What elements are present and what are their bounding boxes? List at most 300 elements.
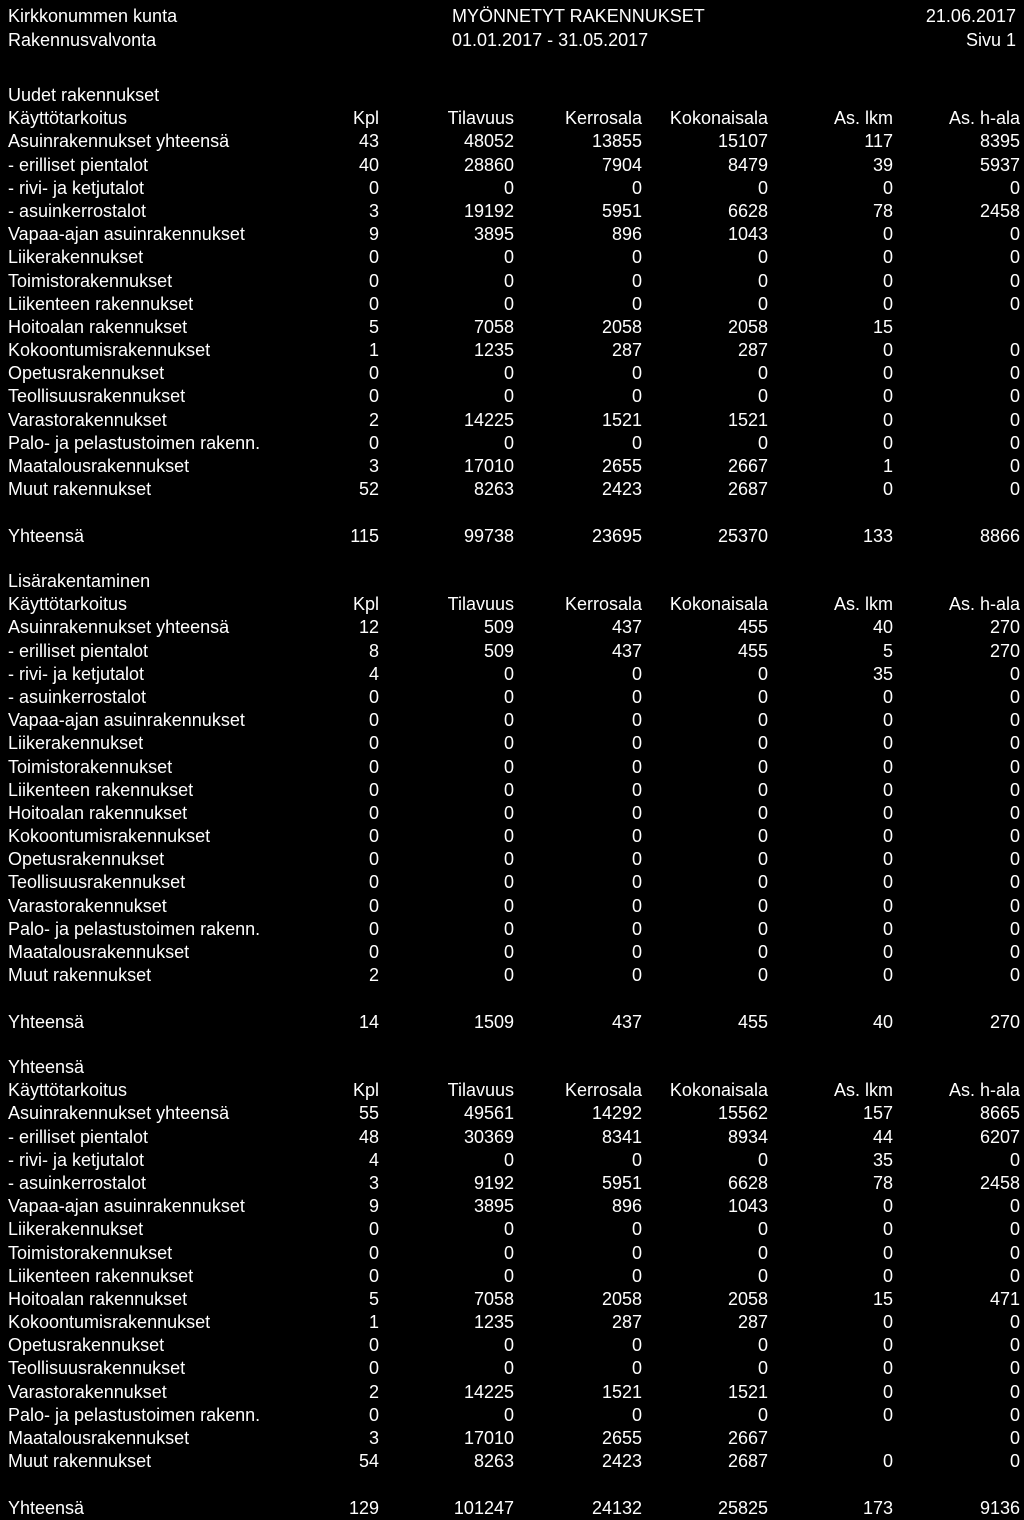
cell-kerrosala: 0 xyxy=(631,1219,642,1240)
cell-kerrosala: 2655 xyxy=(601,456,642,476)
cell-as-h-ala: 0 xyxy=(1009,340,1020,361)
cell-kokonaisala: 2667 xyxy=(727,1428,768,1448)
cell-label: Maatalousrakennukset xyxy=(8,456,190,476)
cell-tilavuus: 0 xyxy=(503,177,514,198)
cell-kokonaisala: 25370 xyxy=(717,525,768,546)
cell-kerrosala: 0 xyxy=(631,733,642,754)
cell-as-lkm: 78 xyxy=(872,200,893,221)
cell-kpl: Kpl xyxy=(352,594,379,615)
cell-tilavuus: 0 xyxy=(503,1404,514,1425)
organization-name: Kirkkonummen kunta xyxy=(8,6,178,26)
cell-tilavuus: 0 xyxy=(503,802,514,823)
cell-label: - rivi- ja ketjutalot xyxy=(8,1149,145,1170)
cell-label: Käyttötarkoitus xyxy=(8,594,128,615)
cell-tilavuus: 14225 xyxy=(463,409,514,430)
table-row xyxy=(0,478,1024,501)
cell-label: Muut rakennukset xyxy=(8,479,152,500)
cell-kerrosala: 2058 xyxy=(601,1288,642,1309)
cell-tilavuus: 0 xyxy=(503,849,514,870)
cell-as-h-ala: 2458 xyxy=(979,200,1020,221)
cell-as-h-ala: 2458 xyxy=(979,1172,1020,1193)
cell-as-lkm: As. lkm xyxy=(833,594,893,615)
table-row xyxy=(0,1450,1024,1473)
table-row xyxy=(0,732,1024,755)
cell-as-h-ala: 8866 xyxy=(979,525,1020,546)
cell-kpl: 4 xyxy=(368,663,379,684)
table-row xyxy=(0,223,1024,246)
cell-as-lkm: 0 xyxy=(882,942,893,962)
total-row xyxy=(0,1011,1024,1034)
table-row xyxy=(0,756,1024,779)
cell-kerrosala: 0 xyxy=(631,663,642,684)
cell-kokonaisala: 0 xyxy=(757,1265,768,1286)
cell-label: Vapaa-ajan asuinrakennukset xyxy=(8,224,245,245)
cell-as-h-ala: 0 xyxy=(1009,1358,1020,1379)
cell-kpl: 3 xyxy=(368,1428,379,1448)
table-row xyxy=(0,1265,1024,1288)
cell-label: Muut rakennukset xyxy=(8,965,152,986)
cell-kpl: 52 xyxy=(358,479,379,500)
cell-kerrosala: 14292 xyxy=(591,1103,642,1124)
cell-kerrosala: 2058 xyxy=(601,316,642,337)
cell-as-lkm: 133 xyxy=(862,525,893,546)
cell-as-h-ala: 270 xyxy=(989,617,1020,638)
table-row xyxy=(0,200,1024,223)
cell-kokonaisala: 15107 xyxy=(717,131,768,152)
cell-as-h-ala: 0 xyxy=(1009,1265,1020,1286)
cell-kpl: 55 xyxy=(358,1103,379,1124)
cell-kpl: 0 xyxy=(368,270,379,291)
cell-tilavuus: 0 xyxy=(503,895,514,916)
cell-kpl: 0 xyxy=(368,779,379,800)
cell-as-lkm: 0 xyxy=(882,247,893,268)
cell-tilavuus: 0 xyxy=(503,826,514,847)
table-row xyxy=(0,709,1024,732)
cell-as-lkm: 40 xyxy=(872,617,893,638)
cell-as-h-ala: 8395 xyxy=(979,131,1020,152)
cell-tilavuus: 19192 xyxy=(463,200,514,221)
cell-tilavuus: 0 xyxy=(503,363,514,384)
cell-as-h-ala: 0 xyxy=(1009,1312,1020,1333)
table-row xyxy=(0,270,1024,293)
cell-kokonaisala: Kokonaisala xyxy=(669,594,768,615)
cell-as-h-ala: 0 xyxy=(1009,733,1020,754)
cell-label: Palo- ja pelastustoimen rakenn. xyxy=(8,1404,261,1425)
cell-label: Liikenteen rakennukset xyxy=(8,1265,194,1286)
cell-kokonaisala: 0 xyxy=(757,1149,768,1170)
table-row xyxy=(0,154,1024,177)
table-row xyxy=(0,1381,1024,1404)
cell-tilavuus: 1235 xyxy=(473,340,514,361)
cell-as-lkm: As. lkm xyxy=(833,1080,893,1101)
cell-kokonaisala: 0 xyxy=(757,1404,768,1425)
cell-as-lkm: 0 xyxy=(882,918,893,939)
cell-kokonaisala: 287 xyxy=(737,1312,768,1333)
cell-as-h-ala: 0 xyxy=(1009,224,1020,245)
cell-as-h-ala: As. h-ala xyxy=(948,108,1020,129)
cell-as-lkm: 0 xyxy=(882,849,893,870)
table-row xyxy=(0,1357,1024,1380)
cell-label: Teollisuusrakennukset xyxy=(8,386,186,407)
cell-label: Liikerakennukset xyxy=(8,247,144,268)
cell-tilavuus: 28860 xyxy=(463,154,514,175)
total-row xyxy=(0,525,1024,548)
table-row xyxy=(0,339,1024,362)
cell-kokonaisala: 0 xyxy=(757,1219,768,1240)
cell-tilavuus: 3895 xyxy=(473,1196,514,1217)
cell-tilavuus: 0 xyxy=(503,942,514,962)
cell-kokonaisala: 0 xyxy=(757,1242,768,1263)
cell-kokonaisala: 2687 xyxy=(727,1451,768,1472)
cell-label: Vapaa-ajan asuinrakennukset xyxy=(8,710,245,731)
table-row xyxy=(0,1195,1024,1218)
cell-label: Hoitoalan rakennukset xyxy=(8,1288,188,1309)
table-row xyxy=(0,1311,1024,1334)
cell-as-lkm: 117 xyxy=(864,131,893,152)
cell-kpl: 4 xyxy=(368,1149,379,1170)
cell-tilavuus: 0 xyxy=(503,293,514,314)
cell-kerrosala: 8341 xyxy=(601,1126,642,1147)
cell-kokonaisala: 0 xyxy=(757,733,768,754)
cell-kpl: 0 xyxy=(368,1265,379,1286)
table-row xyxy=(0,362,1024,385)
cell-as-h-ala: 0 xyxy=(1009,1242,1020,1263)
cell-tilavuus: 17010 xyxy=(463,456,514,476)
cell-tilavuus: 0 xyxy=(503,386,514,407)
table-row xyxy=(0,1427,1024,1450)
table-row xyxy=(0,130,1024,153)
cell-kerrosala: 7904 xyxy=(601,154,642,175)
cell-kpl: 0 xyxy=(368,177,379,198)
cell-label: - asuinkerrostalot xyxy=(8,200,147,221)
total-row xyxy=(0,1497,1024,1520)
cell-kokonaisala: 2058 xyxy=(727,316,768,337)
cell-tilavuus: 1509 xyxy=(473,1011,514,1032)
cell-as-h-ala: 0 xyxy=(1009,432,1020,453)
cell-as-lkm: 0 xyxy=(882,386,893,407)
cell-kokonaisala: 8479 xyxy=(727,154,768,175)
cell-as-h-ala: 0 xyxy=(1009,177,1020,198)
cell-kokonaisala: 1521 xyxy=(727,1381,768,1402)
cell-label: Liikenteen rakennukset xyxy=(8,293,194,314)
cell-as-lkm: 39 xyxy=(872,154,893,175)
cell-label: Yhteensä xyxy=(8,1011,85,1032)
cell-label: - erilliset pientalot xyxy=(8,154,149,175)
table-row xyxy=(0,455,1024,478)
cell-kpl: 0 xyxy=(368,872,379,893)
cell-kpl: 5 xyxy=(368,1288,379,1309)
cell-as-lkm: 0 xyxy=(882,432,893,453)
cell-kerrosala: 13855 xyxy=(591,131,642,152)
cell-as-lkm: 0 xyxy=(882,779,893,800)
cell-tilavuus: 8263 xyxy=(473,479,514,500)
table-row xyxy=(0,1288,1024,1311)
cell-kokonaisala: 0 xyxy=(757,942,768,962)
cell-tilavuus: 48052 xyxy=(463,131,514,152)
cell-tilavuus: 7058 xyxy=(473,1288,514,1309)
cell-as-h-ala: 0 xyxy=(1009,710,1020,731)
cell-as-h-ala: 0 xyxy=(1009,409,1020,430)
cell-as-h-ala: 270 xyxy=(989,640,1020,661)
cell-kerrosala: 0 xyxy=(631,802,642,823)
cell-kerrosala: 24132 xyxy=(591,1497,642,1518)
cell-as-h-ala: 6207 xyxy=(979,1126,1020,1147)
cell-kerrosala: 0 xyxy=(631,756,642,777)
cell-as-h-ala: 0 xyxy=(1009,1219,1020,1240)
cell-as-lkm: 0 xyxy=(882,756,893,777)
cell-as-h-ala: 0 xyxy=(1009,1381,1020,1402)
cell-as-h-ala: 8665 xyxy=(979,1103,1020,1124)
cell-tilavuus: 0 xyxy=(503,432,514,453)
table-row xyxy=(0,1242,1024,1265)
cell-label: Hoitoalan rakennukset xyxy=(8,802,188,823)
cell-kpl: 2 xyxy=(368,409,379,430)
cell-kokonaisala: 0 xyxy=(757,918,768,939)
cell-label: Varastorakennukset xyxy=(8,1381,167,1402)
cell-kerrosala: 896 xyxy=(611,1196,642,1217)
cell-kokonaisala: 0 xyxy=(757,363,768,384)
cell-as-lkm: 0 xyxy=(882,965,893,986)
cell-as-lkm: 0 xyxy=(882,1265,893,1286)
cell-kokonaisala: 455 xyxy=(737,1011,768,1032)
cell-kpl: 0 xyxy=(368,363,379,384)
cell-as-lkm: 0 xyxy=(882,1196,893,1217)
cell-as-lkm: 0 xyxy=(882,1335,893,1356)
cell-label: Vapaa-ajan asuinrakennukset xyxy=(8,1196,245,1217)
table-row xyxy=(0,686,1024,709)
cell-as-h-ala: 0 xyxy=(1009,1149,1020,1170)
cell-kokonaisala: 455 xyxy=(737,640,768,661)
cell-as-lkm: 0 xyxy=(882,733,893,754)
cell-label: Toimistorakennukset xyxy=(8,1242,173,1263)
cell-as-lkm: 157 xyxy=(862,1103,893,1124)
cell-as-h-ala: 0 xyxy=(1009,479,1020,500)
cell-kerrosala: 287 xyxy=(611,340,642,361)
cell-kokonaisala: Kokonaisala xyxy=(669,108,768,129)
cell-kpl: 8 xyxy=(368,640,379,661)
cell-label: Muut rakennukset xyxy=(8,1451,152,1472)
cell-kerrosala: 437 xyxy=(611,1011,642,1032)
column-header-row xyxy=(0,593,1024,616)
cell-kpl: 0 xyxy=(368,1219,379,1240)
cell-kerrosala: Kerrosala xyxy=(564,1080,642,1101)
cell-as-lkm: 0 xyxy=(882,1404,893,1425)
cell-kpl: 0 xyxy=(368,802,379,823)
cell-tilavuus: 0 xyxy=(503,663,514,684)
cell-tilavuus: 14225 xyxy=(463,1381,514,1402)
cell-kpl: 2 xyxy=(368,1381,379,1402)
cell-tilavuus: 0 xyxy=(503,1265,514,1286)
report-section xyxy=(0,1056,1024,1520)
report-section xyxy=(0,570,1024,1034)
cell-tilavuus: 0 xyxy=(503,1335,514,1356)
cell-as-lkm: 35 xyxy=(872,663,893,684)
cell-kokonaisala: 2667 xyxy=(727,456,768,476)
report-header xyxy=(0,5,1024,55)
section-title: Uudet rakennukset xyxy=(8,85,160,105)
cell-kpl: 0 xyxy=(368,293,379,314)
cell-kpl: 1 xyxy=(368,1312,379,1333)
table-row xyxy=(0,964,1024,987)
cell-as-lkm: 15 xyxy=(872,316,893,337)
cell-kokonaisala: 2687 xyxy=(727,479,768,500)
cell-kokonaisala: 0 xyxy=(757,710,768,731)
cell-as-h-ala: 0 xyxy=(1009,1451,1020,1472)
cell-as-h-ala: 0 xyxy=(1009,802,1020,823)
cell-kpl: 9 xyxy=(368,1196,379,1217)
cell-tilavuus: 0 xyxy=(503,733,514,754)
cell-tilavuus: 0 xyxy=(503,686,514,707)
cell-as-h-ala: 9136 xyxy=(979,1497,1020,1518)
cell-label: Varastorakennukset xyxy=(8,409,167,430)
cell-kerrosala: 0 xyxy=(631,918,642,939)
cell-as-h-ala: 0 xyxy=(1009,293,1020,314)
cell-as-lkm: 0 xyxy=(882,1219,893,1240)
cell-tilavuus: 0 xyxy=(503,918,514,939)
cell-label: Varastorakennukset xyxy=(8,895,167,916)
cell-kpl: 0 xyxy=(368,1335,379,1356)
table-row xyxy=(0,918,1024,941)
table-row xyxy=(0,825,1024,848)
cell-as-lkm: 0 xyxy=(882,895,893,916)
cell-kerrosala: 437 xyxy=(611,617,642,638)
cell-tilavuus: Tilavuus xyxy=(447,594,514,615)
cell-as-lkm: 0 xyxy=(882,686,893,707)
cell-kokonaisala: 0 xyxy=(757,270,768,291)
cell-kerrosala: 0 xyxy=(631,942,642,962)
cell-as-h-ala: 0 xyxy=(1009,872,1020,893)
cell-kpl: 0 xyxy=(368,247,379,268)
cell-as-lkm: 35 xyxy=(872,1149,893,1170)
cell-kerrosala: 0 xyxy=(631,293,642,314)
cell-tilavuus: 0 xyxy=(503,965,514,986)
cell-label: Liikerakennukset xyxy=(8,1219,144,1240)
cell-label: Asuinrakennukset yhteensä xyxy=(8,1103,230,1124)
cell-label: - asuinkerrostalot xyxy=(8,1172,147,1193)
cell-tilavuus: 30369 xyxy=(463,1126,514,1147)
cell-as-lkm: 0 xyxy=(882,270,893,291)
cell-tilavuus: 8263 xyxy=(473,1451,514,1472)
cell-tilavuus: 9192 xyxy=(473,1172,514,1193)
cell-kpl: 9 xyxy=(368,224,379,245)
cell-label: Asuinrakennukset yhteensä xyxy=(8,131,230,152)
cell-tilavuus: 509 xyxy=(483,640,514,661)
cell-label: Käyttötarkoitus xyxy=(8,1080,128,1101)
cell-kerrosala: 0 xyxy=(631,965,642,986)
cell-kpl: Kpl xyxy=(352,108,379,129)
cell-as-h-ala: 471 xyxy=(989,1288,1020,1309)
cell-label: Hoitoalan rakennukset xyxy=(8,316,188,337)
cell-label: Käyttötarkoitus xyxy=(8,108,128,129)
cell-kpl: 5 xyxy=(368,316,379,337)
cell-kpl: 48 xyxy=(358,1126,379,1147)
cell-label: Toimistorakennukset xyxy=(8,270,173,291)
cell-tilavuus: 0 xyxy=(503,1358,514,1379)
cell-kpl: 0 xyxy=(368,733,379,754)
cell-as-lkm: 0 xyxy=(882,409,893,430)
report-section xyxy=(0,84,1024,548)
spacer xyxy=(0,501,1024,524)
table-row xyxy=(0,1172,1024,1195)
cell-as-lkm: 0 xyxy=(882,293,893,314)
cell-as-h-ala: 0 xyxy=(1009,363,1020,384)
cell-as-lkm: 0 xyxy=(882,1451,893,1472)
table-row xyxy=(0,802,1024,825)
cell-as-lkm: 0 xyxy=(882,710,893,731)
cell-kerrosala: 0 xyxy=(631,1358,642,1379)
spacer xyxy=(0,1473,1024,1496)
cell-tilavuus: Tilavuus xyxy=(447,108,514,129)
cell-as-lkm: 0 xyxy=(882,363,893,384)
cell-tilavuus: 509 xyxy=(483,617,514,638)
cell-kpl: 0 xyxy=(368,1358,379,1379)
cell-as-lkm: 0 xyxy=(882,224,893,245)
cell-as-h-ala: 5937 xyxy=(979,154,1020,175)
cell-tilavuus: 0 xyxy=(503,1149,514,1170)
cell-label: Teollisuusrakennukset xyxy=(8,872,186,893)
cell-as-h-ala: 0 xyxy=(1009,965,1020,986)
cell-tilavuus: 0 xyxy=(503,247,514,268)
cell-kokonaisala: 0 xyxy=(757,1335,768,1356)
cell-as-h-ala: 0 xyxy=(1009,663,1020,684)
cell-label: Asuinrakennukset yhteensä xyxy=(8,617,230,638)
table-row xyxy=(0,432,1024,455)
cell-kokonaisala: 0 xyxy=(757,663,768,684)
cell-kerrosala: 2655 xyxy=(601,1428,642,1448)
cell-as-h-ala: 0 xyxy=(1009,1404,1020,1425)
cell-kerrosala: 5951 xyxy=(601,200,642,221)
cell-as-h-ala: 0 xyxy=(1009,1196,1020,1217)
cell-kerrosala: 0 xyxy=(631,1149,642,1170)
cell-as-lkm: 78 xyxy=(872,1172,893,1193)
cell-kerrosala: 0 xyxy=(631,1242,642,1263)
cell-kokonaisala: 0 xyxy=(757,293,768,314)
cell-tilavuus: 0 xyxy=(503,1242,514,1263)
cell-as-lkm: 0 xyxy=(882,1242,893,1263)
cell-as-lkm: 173 xyxy=(862,1497,893,1518)
page-number: Sivu 1 xyxy=(965,30,1016,50)
cell-label: Kokoontumisrakennukset xyxy=(8,1312,211,1333)
cell-kpl: 1 xyxy=(368,340,379,361)
cell-kokonaisala: Kokonaisala xyxy=(669,1080,768,1101)
cell-kokonaisala: 287 xyxy=(737,340,768,361)
cell-kpl: 0 xyxy=(368,686,379,707)
cell-kokonaisala: 0 xyxy=(757,756,768,777)
cell-kpl: 0 xyxy=(368,942,379,962)
cell-kpl: 3 xyxy=(368,456,379,476)
cell-label: Yhteensä xyxy=(8,1497,85,1518)
cell-kokonaisala: 1521 xyxy=(727,409,768,430)
cell-kokonaisala: 0 xyxy=(757,872,768,893)
cell-kokonaisala: 0 xyxy=(757,686,768,707)
cell-kpl: 40 xyxy=(358,154,379,175)
cell-label: Opetusrakennukset xyxy=(8,1335,165,1356)
cell-as-lkm: 0 xyxy=(882,1381,893,1402)
cell-as-h-ala: 0 xyxy=(1009,1335,1020,1356)
cell-as-h-ala: 0 xyxy=(1009,270,1020,291)
cell-as-lkm: 1 xyxy=(882,456,893,476)
cell-label: Palo- ja pelastustoimen rakenn. xyxy=(8,432,261,453)
cell-label: Liikenteen rakennukset xyxy=(8,779,194,800)
cell-label: Opetusrakennukset xyxy=(8,363,165,384)
column-header-row xyxy=(0,1079,1024,1102)
cell-kpl: Kpl xyxy=(352,1080,379,1101)
cell-as-lkm: 5 xyxy=(882,640,893,661)
cell-kpl: 0 xyxy=(368,895,379,916)
cell-as-h-ala: 0 xyxy=(1009,895,1020,916)
cell-kerrosala: 0 xyxy=(631,1335,642,1356)
cell-as-h-ala: As. h-ala xyxy=(948,594,1020,615)
